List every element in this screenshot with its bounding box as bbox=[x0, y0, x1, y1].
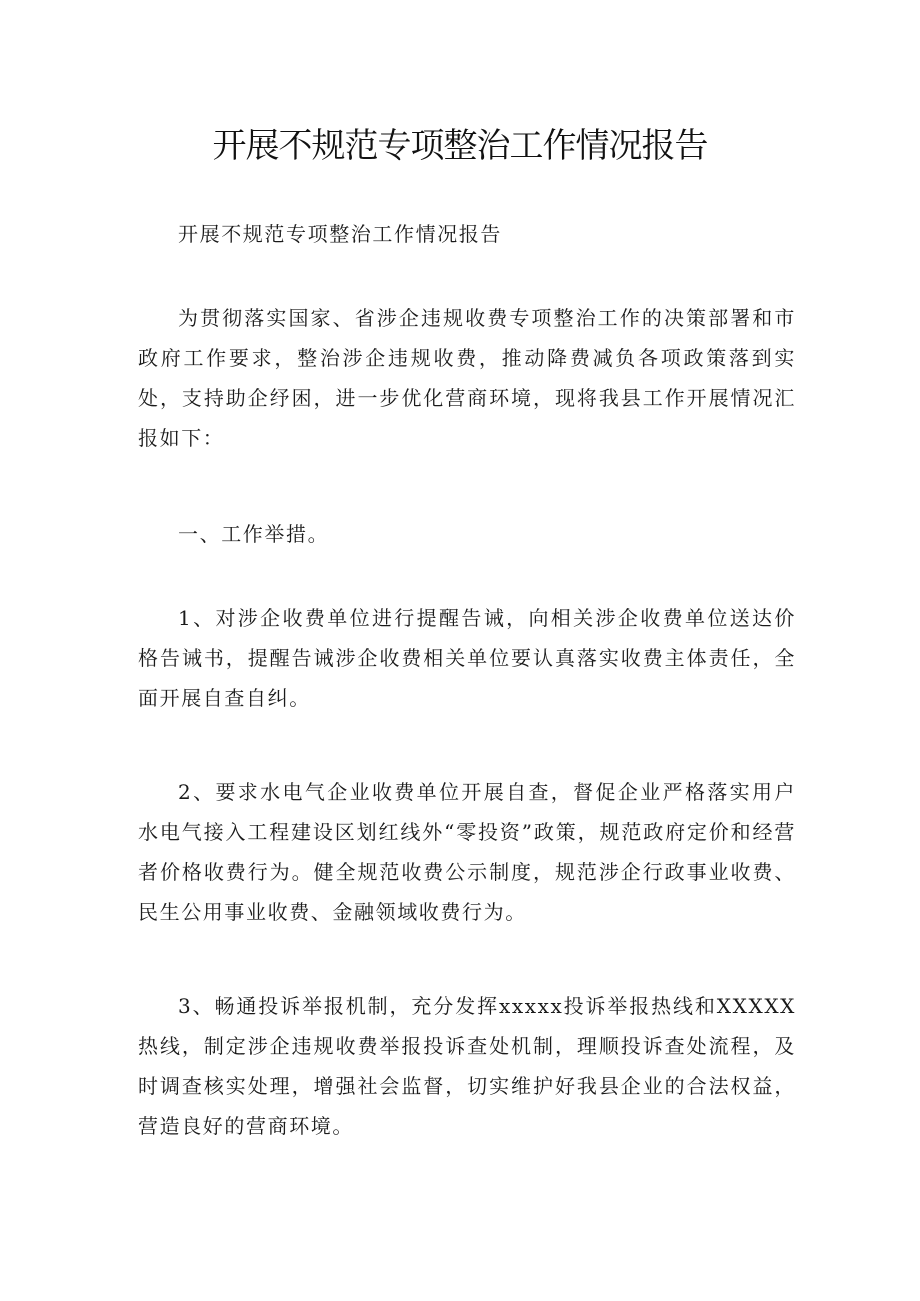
measure-item-2: 2、要求水电气企业收费单位开展自查，督促企业严格落实用户水电气接入工程建设区划红线外“零投资”政策，规范政府定价和经营者价格收费行为。健全规范收费公示制度，规范涉企行政事业收费、民生公用事业收费、金融领域收费行为。 bbox=[138, 780, 796, 924]
measure-item-3: 3、畅通投诉举报机制，充分发挥xxxxx投诉举报热线和XXXXX热线，制定涉企违规收费举报投诉查处机制，理顺投诉查处流程，及时调查核实处理，增强社会监督，切实维护好我县企业的合法权益，营造良好的营商环境。 bbox=[138, 994, 796, 1138]
document-title: 开展不规范专项整治工作情况报告 bbox=[212, 126, 708, 166]
intro-paragraph: 为贯彻落实国家、省涉企违规收费专项整治工作的决策部署和市政府工作要求，整治涉企违规收费，推动降费减负各项政策落到实处，支持助企纾困，进一步优化营商环境，现将我县工作开展情况汇报如下： bbox=[138, 306, 796, 450]
section-heading: 一、工作举措。 bbox=[178, 522, 330, 546]
measure-item-1: 1、对涉企收费单位进行提醒告诫，向相关涉企收费单位送达价格告诫书，提醒告诫涉企收费相关单位要认真落实收费主体责任，全面开展自查自纠。 bbox=[138, 606, 796, 710]
document-subtitle: 开展不规范专项整治工作情况报告 bbox=[178, 222, 502, 246]
